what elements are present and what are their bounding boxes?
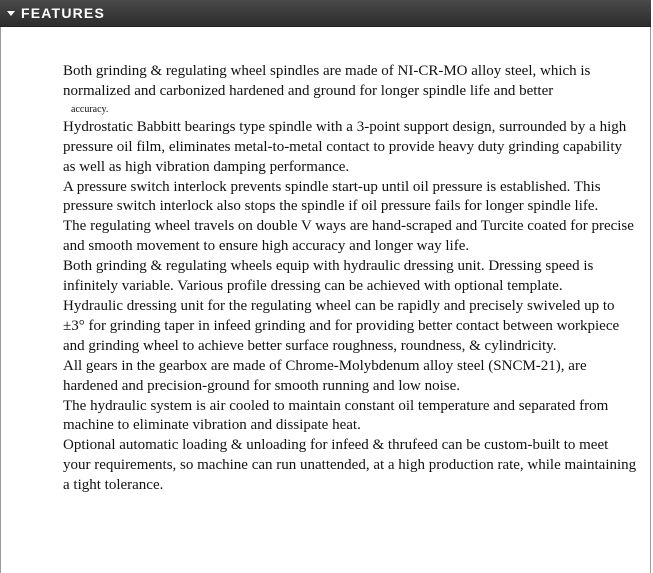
triangle-down-icon[interactable] <box>7 11 15 16</box>
features-body <box>0 27 651 573</box>
feature-item: The hydraulic system is air cooled to maintain constant oil temperature and separated from machine to eliminate vibration and dissipate heat. <box>63 397 609 434</box>
feature-item: Both grinding & regulating wheels equip with hydraulic dressing unit. Dressing speed is infinitely variable. Various profile dressing can be achieved with optional template. <box>63 258 594 295</box>
feature-item: Hydraulic dressing unit for the regulating wheel can be rapidly and precisely swiveled up to ±3° for grinding taper in infeed grinding and for providing better contact between workpiece and grinding wheel to achieve better surface roughness, roundness, & cylindricity. <box>63 297 620 354</box>
feature-text: Both grinding & regulating wheel spindles are made of NI-CR-MO alloy steel, which is normalized and carbonized hardened and ground for longer spindle life and better <box>63 63 591 99</box>
features-list <box>63 62 638 496</box>
feature-item: Hydrostatic Babbitt bearings type spindle with a 3-point support design, surrounded by a high pressure oil film, eliminates metal-to-metal contact to provide heavy duty grinding capability as well as high vibration damping performance. <box>63 118 627 175</box>
features-header[interactable] <box>0 0 651 27</box>
feature-item: A pressure switch interlock prevents spindle start-up until oil pressure is established. This pressure switch interlock also stops the spindle if oil pressure fails for longer spindle life. <box>63 178 601 215</box>
feature-item: The regulating wheel travels on double V ways are hand-scraped and Turcite coated for precise and smooth movement to ensure high accuracy and longer way life. <box>63 218 634 255</box>
feature-text-small: accuracy. <box>71 103 109 115</box>
features-title: FEATURES <box>21 5 106 21</box>
feature-item: Optional automatic loading & unloading for infeed & thrufeed can be custom-built to meet your requirements, so machine can run unattended, at a high production rate, while maintaining a tight tolerance. <box>63 437 637 494</box>
feature-item <box>63 62 638 118</box>
feature-item: All gears in the gearbox are made of Chrome-Molybdenum alloy steel (SNCM-21), are hardened and precision-ground for smooth running and low noise. <box>63 357 587 394</box>
